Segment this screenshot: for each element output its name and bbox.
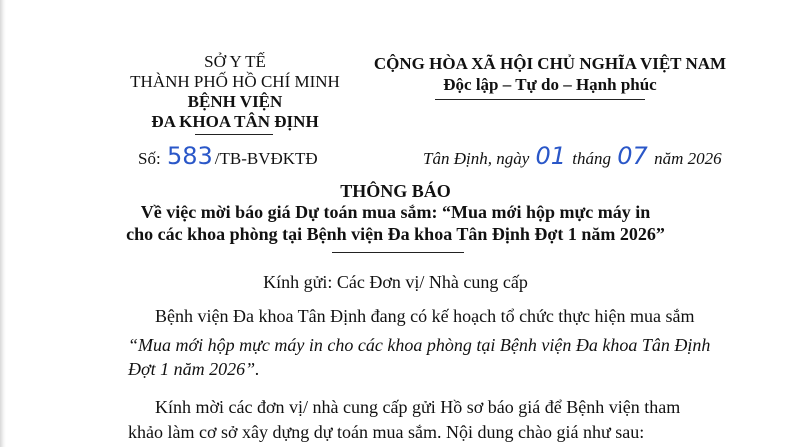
agency-line-hospital-name: ĐA KHOA TÂN ĐỊNH bbox=[151, 112, 319, 131]
document-number bbox=[138, 144, 318, 170]
national-header bbox=[360, 54, 740, 95]
paragraph-2-line2: khảo làm cơ sở xây dựng dự toán mua sắm. Nội dung chào giá như sau: bbox=[128, 422, 645, 442]
agency-line-city: THÀNH PHỐ HỒ CHÍ MINH bbox=[130, 72, 340, 91]
notice-title: THÔNG BÁO bbox=[340, 181, 451, 201]
document-number-prefix: Số: bbox=[138, 149, 161, 168]
paragraph-1-line2: “Mua mới hộp mực máy in cho các khoa phòng tại Bệnh viện Đa khoa Tân Định bbox=[128, 335, 711, 355]
national-motto: Độc lập – Tự do – Hạnh phúc bbox=[443, 75, 657, 94]
date-month-label: tháng bbox=[572, 149, 612, 168]
agency-underline bbox=[195, 134, 273, 135]
document-date bbox=[423, 144, 722, 170]
title-underline bbox=[332, 252, 464, 253]
notice-subject-line2: cho các khoa phòng tại Bệnh viện Đa khoa Tân Định Đợt 1 năm 2026” bbox=[126, 224, 665, 244]
date-day-handwritten: 01 bbox=[535, 142, 567, 170]
motto-underline bbox=[435, 99, 645, 100]
agency-line-department: SỞ Y TẾ bbox=[204, 52, 266, 71]
paragraph-1-line1: Bệnh viện Đa khoa Tân Định đang có kế hoạch tổ chức thực hiện mua sắm bbox=[155, 306, 695, 326]
date-month-handwritten: 07 bbox=[617, 142, 648, 170]
date-year: năm 2026 bbox=[654, 149, 722, 168]
agency-line-hospital: BỆNH VIỆN bbox=[187, 92, 283, 111]
greeting: Kính gửi: Các Đơn vị/ Nhà cung cấp bbox=[263, 272, 528, 292]
paragraph-2-line1: Kính mời các đơn vị/ nhà cung cấp gửi Hồ sơ báo giá để Bệnh viện tham bbox=[155, 397, 681, 417]
document-number-handwritten: 583 bbox=[166, 142, 213, 170]
national-title: CỘNG HÒA XÃ HỘI CHỦ NGHĨA VIỆT NAM bbox=[373, 54, 727, 73]
date-prefix: Tân Định, ngày bbox=[423, 149, 530, 168]
agency-header bbox=[120, 52, 350, 132]
document-number-suffix: /TB-BVĐKTĐ bbox=[214, 149, 318, 168]
paragraph-1-line3: Đợt 1 năm 2026”. bbox=[128, 359, 260, 379]
notice-subject-line1: Về việc mời báo giá Dự toán mua sắm: “Mua mới hộp mực máy in bbox=[140, 202, 651, 222]
